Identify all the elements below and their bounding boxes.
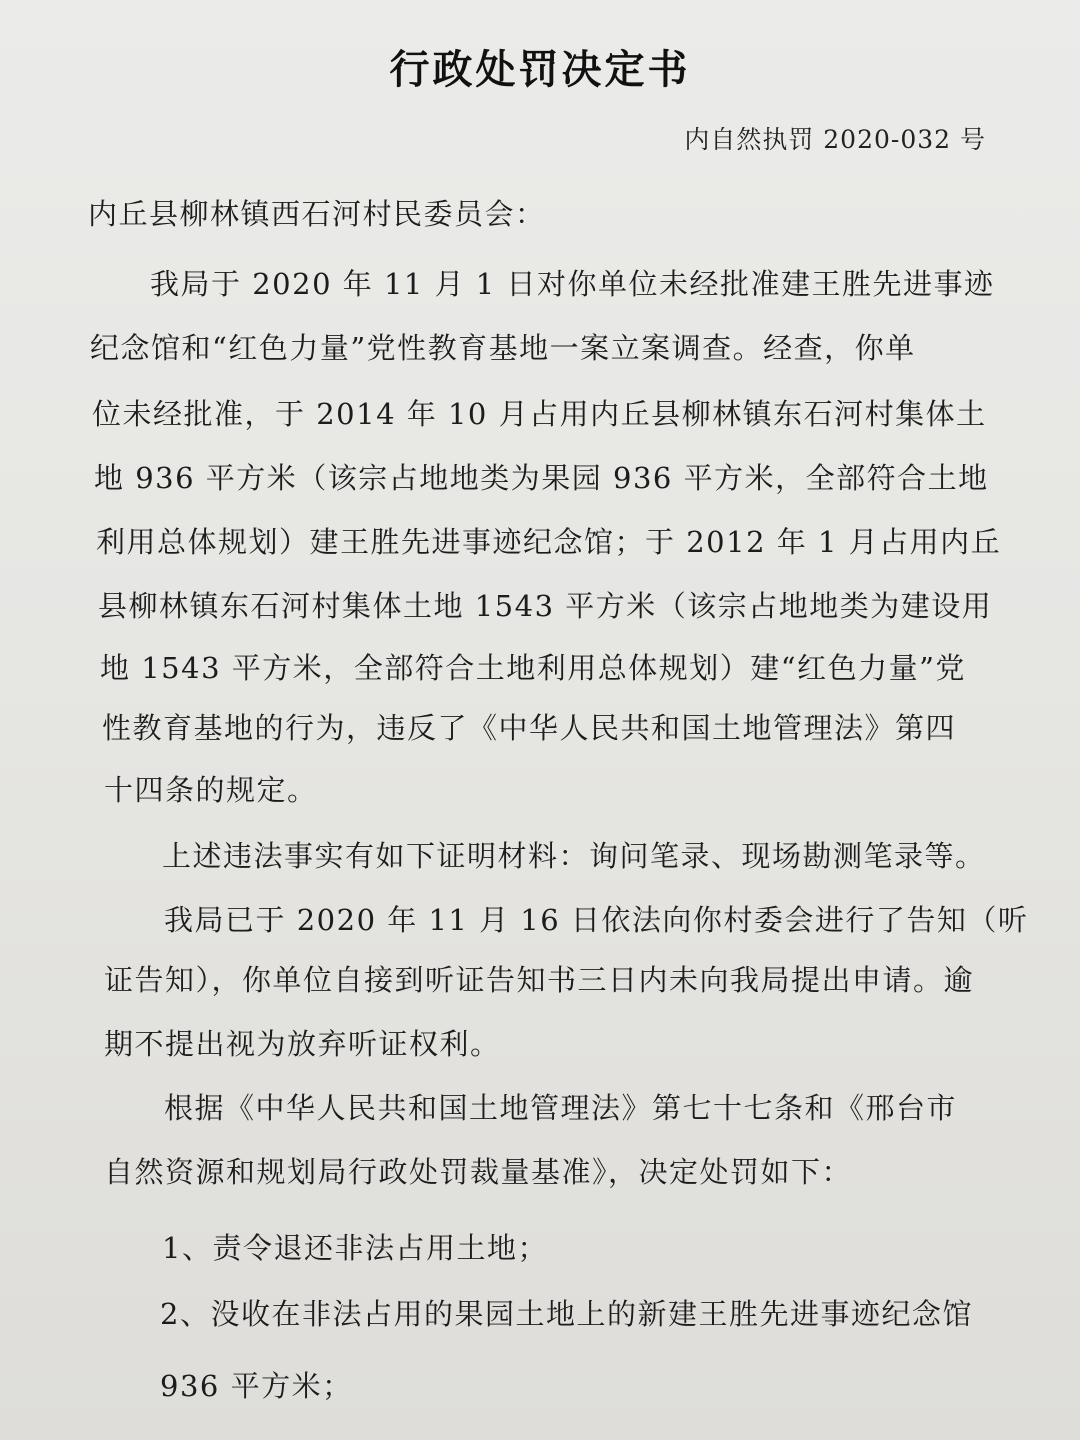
penalty-item-1: 1、责令退还非法占用土地； xyxy=(162,1231,548,1265)
body-line-8: 性教育基地的行为，违反了《中华人民共和国土地管理法》第四 xyxy=(102,711,957,745)
body-line-1: 我局于 2020 年 11 月 1 日对你单位未经批准建王胜先进事迹 xyxy=(150,267,995,301)
addressee: 内丘县柳林镇西石河村民委员会： xyxy=(88,197,546,231)
body-line-2: 纪念馆和“红色力量”党性教育基地一案立案调查。经查，你单 xyxy=(90,331,916,365)
body-line-7: 地 1543 平方米，全部符合土地利用总体规划）建“红色力量”党 xyxy=(100,651,966,685)
penalty-item-2-line-2: 936 平方米； xyxy=(160,1369,353,1403)
basis-line-1: 根据《中华人民共和国土地管理法》第七十七条和《邢台市 xyxy=(164,1091,958,1125)
notice-line-3: 期不提出视为放弃听证权利。 xyxy=(104,1027,501,1061)
evidence-paragraph: 上述违法事实有如下证明材料：询问笔录、现场勘测笔录等。 xyxy=(162,839,986,873)
document-title: 行政处罚决定书 xyxy=(389,47,691,93)
basis-line-2: 自然资源和规划局行政处罚裁量基准》，决定处罚如下： xyxy=(104,1155,853,1189)
document-number: 内自然执罚 2020-032 号 xyxy=(684,125,986,154)
penalty-item-2-line-1: 2、没收在非法占用的果园土地上的新建王胜先进事迹纪念馆 xyxy=(160,1297,973,1331)
body-line-4: 地 936 平方米（该宗占地地类为果园 936 平方米，全部符合土地 xyxy=(94,461,989,495)
body-line-9: 十四条的规定。 xyxy=(104,773,318,807)
body-line-5: 利用总体规划）建王胜先进事迹纪念馆；于 2012 年 1 月占用内丘 xyxy=(96,525,1002,559)
body-line-6: 县柳林镇东石河村集体土地 1543 平方米（该宗占地地类为建设用 xyxy=(98,589,993,623)
notice-line-2: 证告知），你单位自接到听证告知书三日内未向我局提出申请。逾 xyxy=(104,963,975,997)
body-line-3: 位未经批准，于 2014 年 10 月占用内丘县柳林镇东石河村集体土 xyxy=(92,397,987,431)
notice-line-1: 我局已于 2020 年 11 月 16 日依法向你村委会进行了告知（听 xyxy=(164,903,1029,937)
